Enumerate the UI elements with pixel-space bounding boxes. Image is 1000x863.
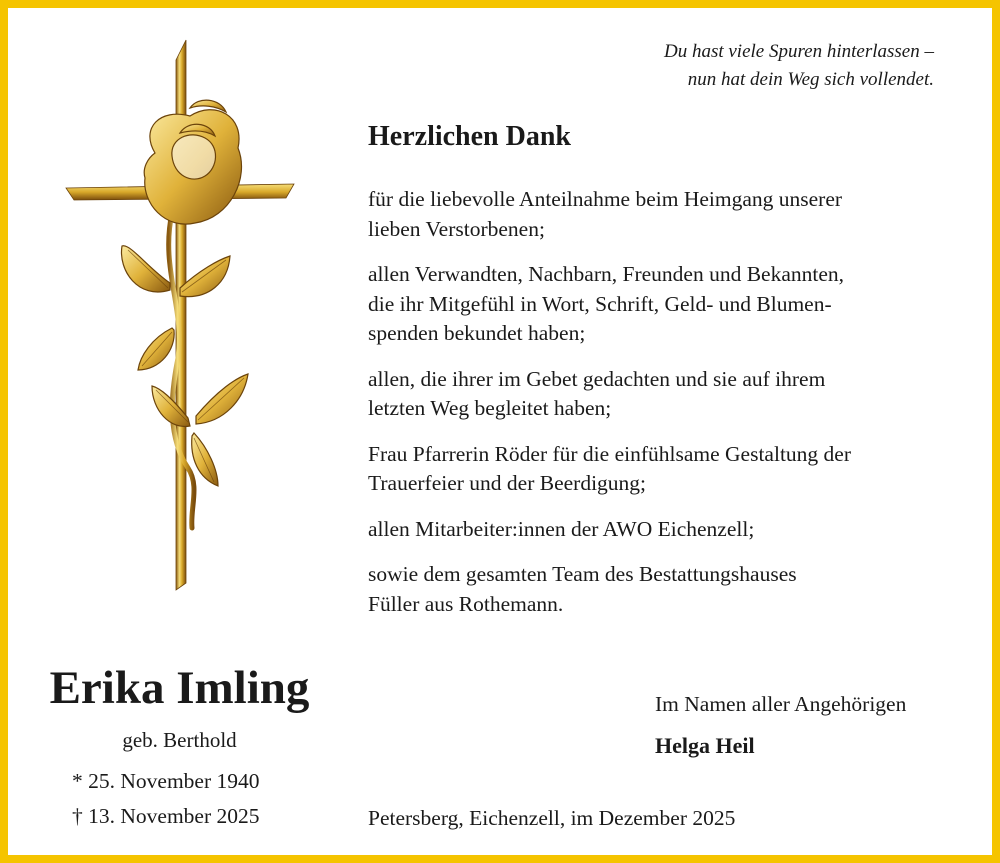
paragraph-line: für die liebevolle Anteilnahme beim Heimgang unserer [368,187,843,211]
paragraph-line: lieben Verstorbenen; [368,216,545,241]
paragraph-line: letzten Weg begleitet haben; [368,396,612,420]
paragraph [368,185,968,244]
place-date: Petersberg, Eichenzell, im Dezember 2025 [368,806,736,830]
paragraph-line: sowie dem gesamten Team des Bestattungshauses [368,562,797,586]
signer-name: Helga Heil [655,733,755,758]
paragraph [368,260,968,349]
paragraph-line: allen, die ihrer im Gebet gedachten und sie auf ihrem [368,366,826,391]
paragraph-line: Trauerfeier und der Beerdigung; [368,471,647,495]
motto-line-2: nun hat dein Weg sich vollendet. [687,69,934,90]
thanks-body [368,185,968,635]
paragraph-line: spenden bekundet haben; [368,321,586,345]
paragraph [368,440,968,499]
birth-date: * 25. November 1940 [72,769,260,793]
deceased-name: Erika Imling [49,662,310,714]
paragraph [368,365,968,424]
cross-with-rose-icon [60,38,300,593]
thanks-heading: Herzlichen Dank [368,121,571,152]
maiden-name: geb. Berthold [122,728,237,752]
motto-line-1: Du hast viele Spuren hinterlassen – [663,41,934,62]
paragraph-line: die ihr Mitgefühl in Wort, Schrift, Geld- und Blumen- [368,291,832,316]
motto [534,38,934,94]
paragraph-line: allen Verwandten, Nachbarn, Freunden und Bekannten, [368,262,845,286]
death-date: † 13. November 2025 [72,804,260,828]
paragraph-line: allen Mitarbeiter:innen der AWO Eichenzell; [368,516,755,541]
paragraph [368,560,968,619]
signoff: Im Namen aller Angehörigen [655,692,907,716]
paragraph [368,515,968,545]
paragraph-line: Frau Pfarrerin Röder für die einfühlsame Gestaltung der [368,441,851,466]
paragraph-line: Füller aus Rothemann. [368,591,564,616]
